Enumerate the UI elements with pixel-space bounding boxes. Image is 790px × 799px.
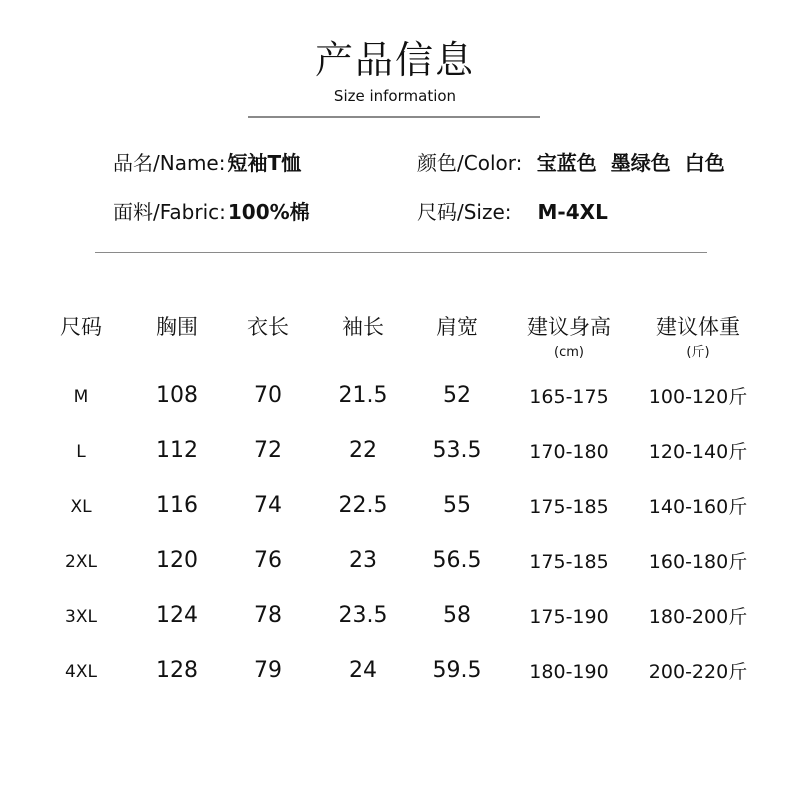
- table-cell-height: 175-185: [529, 496, 609, 518]
- header-length: 衣长: [247, 315, 289, 339]
- color-value-3: 白色: [684, 151, 725, 175]
- name-value: 短袖T恤: [227, 151, 302, 175]
- table-cell-weight: 200-220斤: [648, 661, 748, 683]
- header-weight: 建议体重: [656, 315, 740, 339]
- fabric-label: 面料/Fabric:: [113, 200, 226, 224]
- color-value-1: 宝蓝色: [536, 151, 597, 175]
- table-cell-length: 74: [254, 493, 282, 518]
- table-cell-weight: 100-120斤: [648, 386, 748, 408]
- table-cell-size: 3XL: [65, 607, 97, 627]
- table-cell-chest: 128: [156, 658, 198, 683]
- header-chest: 胸围: [156, 315, 198, 339]
- header-size: 尺码: [60, 315, 102, 339]
- table-cell-height: 180-190: [529, 661, 609, 683]
- table-cell-chest: 108: [156, 383, 198, 408]
- info-fabric: [113, 199, 310, 225]
- color-label: 颜色/Color:: [417, 151, 523, 175]
- header-height: 建议身高: [527, 315, 611, 339]
- table-cell-size: M: [73, 387, 89, 407]
- name-label: 品名/Name:: [113, 151, 226, 175]
- table-cell-chest: 112: [156, 438, 198, 463]
- table-cell-shoulder: 53.5: [432, 438, 482, 463]
- table-cell-length: 78: [254, 603, 282, 628]
- header-sleeve: 袖长: [342, 315, 384, 339]
- info-size: [417, 199, 608, 225]
- table-cell-size: 4XL: [65, 662, 97, 682]
- table-cell-length: 76: [254, 548, 282, 573]
- table-cell-height: 165-175: [529, 386, 609, 408]
- table-cell-sleeve: 24: [349, 658, 377, 683]
- header-weight-unit: (斤): [686, 345, 710, 360]
- table-cell-length: 72: [254, 438, 282, 463]
- table-cell-size: XL: [70, 497, 92, 517]
- page-title: 产品信息: [314, 38, 475, 82]
- table-cell-sleeve: 22.5: [338, 493, 388, 518]
- table-cell-weight: 120-140斤: [648, 441, 748, 463]
- section-divider: [95, 252, 707, 253]
- table-cell-weight: 180-200斤: [648, 606, 748, 628]
- table-cell-size: 2XL: [65, 552, 97, 572]
- table-cell-shoulder: 59.5: [432, 658, 482, 683]
- table-cell-chest: 124: [156, 603, 198, 628]
- table-cell-weight: 140-160斤: [648, 496, 748, 518]
- table-cell-weight: 160-180斤: [648, 551, 748, 573]
- size-label: 尺码/Size:: [417, 200, 512, 224]
- header-shoulder: 肩宽: [436, 315, 478, 339]
- table-cell-height: 175-190: [529, 606, 609, 628]
- table-cell-height: 175-185: [529, 551, 609, 573]
- size-value: M-4XL: [537, 200, 608, 224]
- table-cell-length: 70: [254, 383, 282, 408]
- table-cell-height: 170-180: [529, 441, 609, 463]
- fabric-value: 100%棉: [227, 200, 310, 224]
- title-divider: [248, 116, 540, 118]
- table-cell-sleeve: 23.5: [338, 603, 388, 628]
- table-cell-length: 79: [254, 658, 282, 683]
- table-cell-shoulder: 56.5: [432, 548, 482, 573]
- info-color: [417, 150, 725, 176]
- table-cell-chest: 120: [156, 548, 198, 573]
- table-cell-sleeve: 22: [349, 438, 377, 463]
- table-cell-shoulder: 58: [443, 603, 471, 628]
- table-cell-shoulder: 52: [443, 383, 471, 408]
- table-cell-shoulder: 55: [443, 493, 471, 518]
- table-cell-size: L: [76, 442, 86, 462]
- color-value-2: 墨绿色: [610, 151, 671, 175]
- table-cell-sleeve: 21.5: [338, 383, 388, 408]
- header-height-unit: (cm): [554, 345, 584, 360]
- page-subtitle: Size information: [333, 87, 457, 105]
- table-cell-chest: 116: [156, 493, 198, 518]
- table-cell-sleeve: 23: [349, 548, 377, 573]
- info-name: [113, 150, 301, 176]
